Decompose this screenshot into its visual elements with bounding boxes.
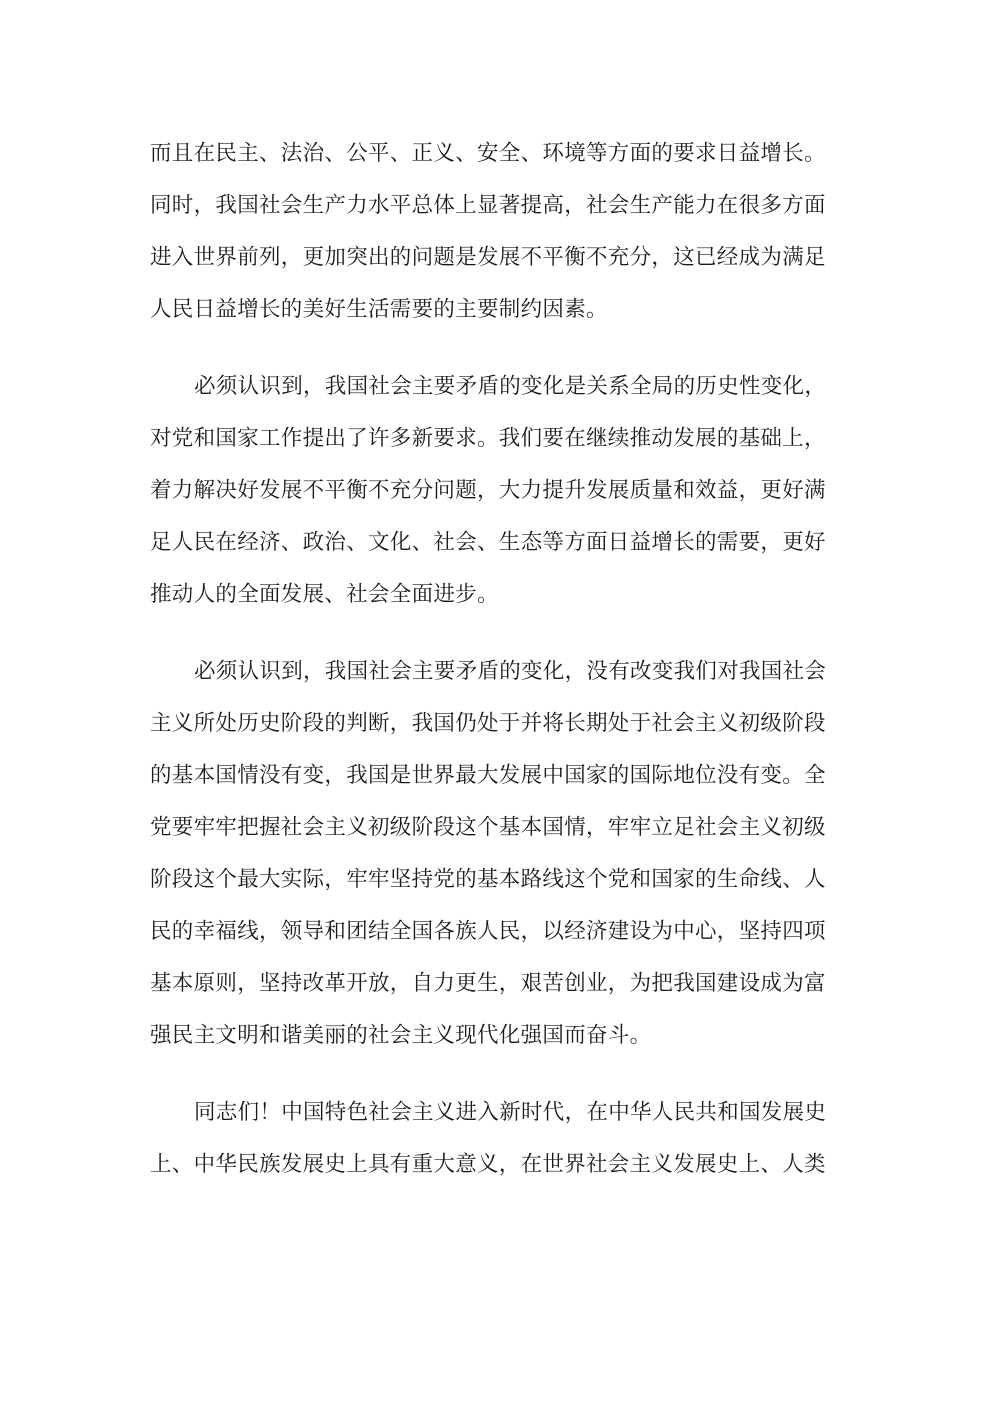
paragraph-line: 阶段这个最大实际，牢牢坚持党的基本路线这个党和国家的生命线、人 <box>150 867 826 892</box>
paragraph-line: 民的幸福线，领导和团结全国各族人民，以经济建设为中心，坚持四项 <box>150 919 826 944</box>
paragraph-2 <box>150 361 850 621</box>
paragraph-line: 进入世界前列，更加突出的问题是发展不平衡不充分，这已经成为满足 <box>150 245 826 270</box>
paragraph-line: 的基本国情没有变，我国是世界最大发展中国家的国际地位没有变。全 <box>150 763 826 788</box>
paragraph-first-line: 同志们！中国特色社会主义进入新时代，在中华人民共和国发展史 <box>194 1100 827 1125</box>
paragraph-spacer <box>150 621 850 646</box>
paragraph-line: 足人民在经济、政治、文化、社会、生态等方面日益增长的需要，更好 <box>150 530 826 555</box>
paragraph-line: 上、中华民族发展史上具有重大意义，在世界社会主义发展史上、人类 <box>150 1152 826 1177</box>
paragraph-line: 对党和国家工作提出了许多新要求。我们要在继续推动发展的基础上， <box>150 426 826 451</box>
paragraph-line: 着力解决好发展不平衡不充分问题，大力提升发展质量和效益，更好满 <box>150 478 826 503</box>
paragraph-line: 同时，我国社会生产力水平总体上显著提高，社会生产能力在很多方面 <box>150 193 826 218</box>
paragraph-line: 而且在民主、法治、公平、正义、安全、环境等方面的要求日益增长。 <box>150 141 826 166</box>
paragraph-spacer <box>150 336 850 361</box>
paragraph-line: 强民主文明和谐美丽的社会主义现代化强国而奋斗。 <box>150 1023 652 1048</box>
paragraph-3 <box>150 646 850 1062</box>
paragraph-line: 人民日益增长的美好生活需要的主要制约因素。 <box>150 297 608 322</box>
paragraph-line: 基本原则，坚持改革开放，自力更生，艰苦创业，为把我国建设成为富 <box>150 971 826 996</box>
paragraph-line: 主义所处历史阶段的判断，我国仍处于并将长期处于社会主义初级阶段 <box>150 711 826 736</box>
paragraph-first-line: 必须认识到，我国社会主要矛盾的变化，没有改变我们对我国社会 <box>194 659 827 684</box>
paragraph-spacer <box>150 1062 850 1087</box>
paragraph-4 <box>150 1087 850 1191</box>
paragraph-line: 推动人的全面发展、社会全面进步。 <box>150 582 499 607</box>
paragraph-1 <box>150 128 850 336</box>
paragraph-first-line: 必须认识到，我国社会主要矛盾的变化是关系全局的历史性变化， <box>194 374 827 399</box>
document-body <box>150 128 850 1191</box>
paragraph-line: 党要牢牢把握社会主义初级阶段这个基本国情，牢牢立足社会主义初级 <box>150 815 826 840</box>
